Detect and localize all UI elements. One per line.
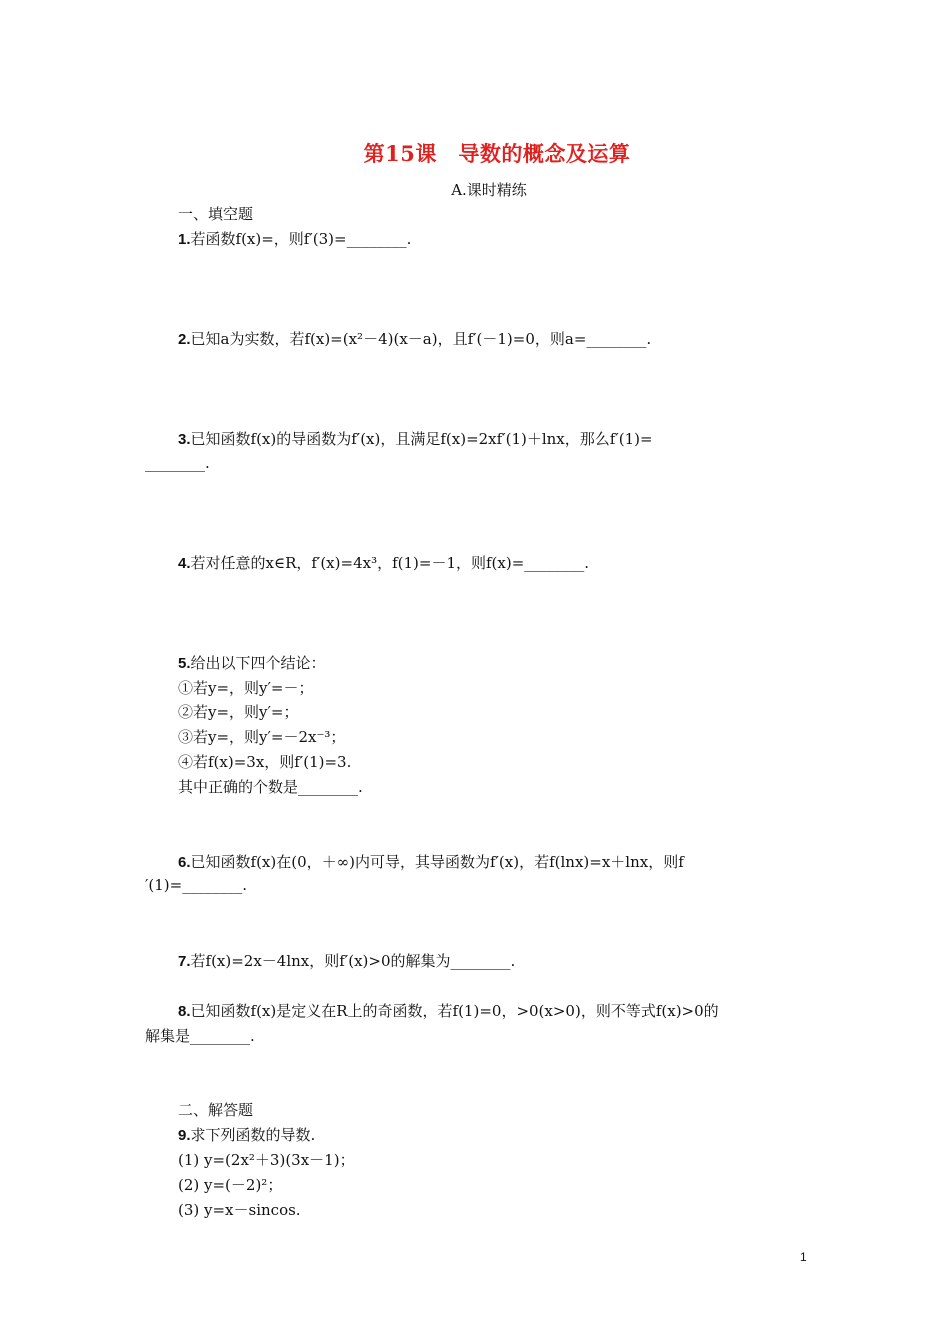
question-number: 8. — [178, 1003, 191, 1020]
question-4 — [178, 552, 589, 573]
question-text: 已知函数f(x)在(0，＋∞)内可导，其导函数为f′(x)，若f(lnx)=x＋lnx，则f — [190, 853, 684, 871]
question-6-continuation: ′(1)=________. — [145, 876, 247, 894]
question-6 — [178, 851, 684, 872]
question-text: 已知函数f(x)的导函数为f′(x)，且满足f(x)=2xf′(1)＋lnx，那么f′(1)= — [190, 430, 653, 448]
question-9-part-3: (3) y=x－sincos. — [178, 1201, 301, 1219]
section-heading-fill-blank: 一、填空题 — [178, 205, 254, 223]
question-5-item-2: ②若y=，则y′=； — [178, 703, 299, 721]
question-2 — [178, 328, 651, 349]
page-number: 1 — [800, 1250, 807, 1264]
question-7 — [178, 950, 515, 971]
question-9-part-2: (2) y=(－2)²； — [178, 1176, 283, 1194]
question-5-item-3: ③若y=，则y′=－2x⁻³； — [178, 728, 346, 746]
question-9 — [178, 1124, 315, 1145]
question-number: 1. — [178, 231, 191, 248]
question-5 — [178, 652, 326, 673]
question-text: 已知a为实数，若f(x)=(x²－4)(x－a)，且f′(－1)=0，则a=________. — [190, 330, 652, 348]
question-1 — [178, 228, 411, 249]
question-5-item-4: ④若f(x)=3x，则f′(1)=3. — [178, 753, 352, 771]
question-text: 若函数f(x)=，则f′(3)=________. — [190, 230, 412, 248]
question-3 — [178, 428, 653, 449]
question-8 — [178, 1000, 719, 1021]
question-number: 7. — [178, 953, 191, 970]
question-number: 4. — [178, 555, 191, 572]
question-5-item-1: ①若y=，则y′=－； — [178, 679, 314, 697]
question-text: 已知函数f(x)是定义在R上的奇函数，若f(1)=0，>0(x>0)，则不等式f(x)>0的 — [190, 1002, 719, 1020]
page-title: 第15课 导数的概念及运算 — [363, 141, 631, 166]
question-text: 求下列函数的导数. — [190, 1126, 316, 1144]
section-heading-answer: 二、解答题 — [178, 1101, 254, 1119]
question-text: 若对任意的x∈R，f′(x)=4x³，f(1)=－1，则f(x)=________. — [190, 554, 590, 572]
question-number: 5. — [178, 655, 191, 672]
section-subtitle: A.课时精练 — [451, 181, 527, 199]
question-number: 3. — [178, 431, 191, 448]
question-text: 若f(x)=2x－4lnx，则f′(x)>0的解集为________. — [190, 952, 516, 970]
question-number: 9. — [178, 1127, 191, 1144]
question-text: 给出以下四个结论： — [190, 654, 326, 672]
question-number: 6. — [178, 854, 191, 871]
question-3-continuation: ________. — [145, 454, 210, 472]
question-8-continuation: 解集是________. — [145, 1027, 255, 1045]
question-5-tail: 其中正确的个数是________. — [178, 778, 363, 796]
question-number: 2. — [178, 331, 191, 348]
question-9-part-1: (1) y=(2x²＋3)(3x－1)； — [178, 1151, 355, 1169]
